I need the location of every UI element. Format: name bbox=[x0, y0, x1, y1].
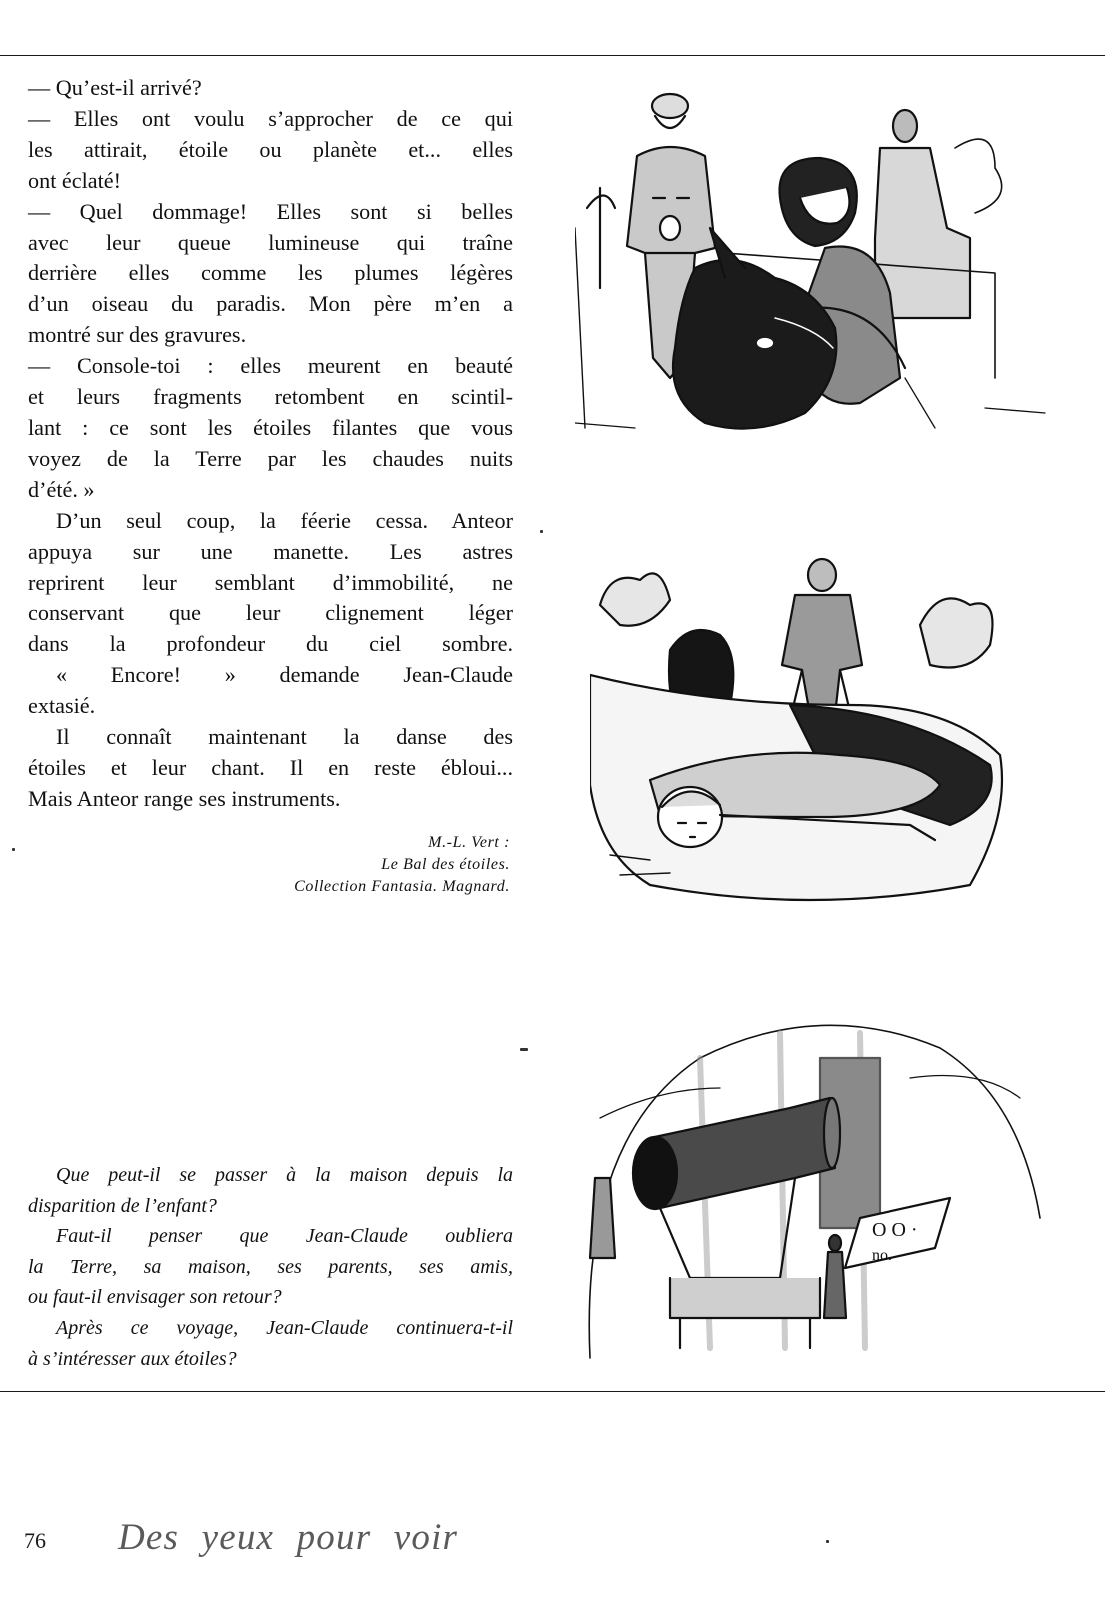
print-speck bbox=[520, 1048, 528, 1051]
story-line: montré sur des gravures. bbox=[28, 322, 247, 348]
story-line: dans la profondeur du ciel sombre. bbox=[28, 631, 513, 657]
story-line: extasié. bbox=[28, 693, 96, 719]
story-line: D’un seul coup, la féerie cessa. Anteor bbox=[56, 507, 513, 533]
question-line: à s’intéresser aux étoiles? bbox=[28, 1347, 237, 1370]
story-line: d’été. » bbox=[28, 476, 95, 502]
story-line: Il connaît maintenant la danse des bbox=[56, 724, 513, 750]
story-line: — Elles ont voulu s’approcher de ce qui bbox=[28, 105, 513, 131]
illustration-girl-with-dog bbox=[575, 78, 1055, 453]
story-line: étoiles et leur chant. Il en reste ébloui... bbox=[28, 754, 513, 780]
story-line: avec leur queue lumineuse qui traîne bbox=[28, 229, 513, 255]
question-line: ou faut-il envisager son retour? bbox=[28, 1286, 282, 1309]
book-title: Des yeux pour voir bbox=[118, 1517, 459, 1558]
story-line: et leurs fragments retombent en scintil- bbox=[28, 384, 513, 410]
print-speck bbox=[12, 848, 15, 851]
story-line: reprirent leur semblant d’immobilité, ne bbox=[28, 569, 513, 595]
story-line: « Encore! » demande Jean-Claude bbox=[56, 662, 513, 688]
question-line: la Terre, sa maison, ses parents, ses amis, bbox=[28, 1255, 513, 1278]
story-line: — Console-toi : elles meurent en beauté bbox=[28, 353, 513, 379]
source-collection: Collection Fantasia. Magnard. bbox=[294, 878, 510, 895]
story-line: conservant que leur clignement léger bbox=[28, 600, 513, 626]
bottom-rule bbox=[0, 1391, 1105, 1392]
story-line: lant : ce sont les étoiles filantes que vous bbox=[28, 414, 513, 440]
story-line: ont éclaté! bbox=[28, 167, 122, 193]
source-book: Le Bal des étoiles. bbox=[381, 856, 510, 873]
source-author: M.-L. Vert : bbox=[428, 834, 510, 851]
illustration-boy-on-ground bbox=[590, 555, 1020, 920]
discussion-questions bbox=[28, 1160, 513, 1374]
question-line: Après ce voyage, Jean-Claude continuera-t-il bbox=[56, 1316, 513, 1339]
story-line: d’un oiseau du paradis. Mon père m’en a bbox=[28, 291, 513, 317]
page-number: 76 bbox=[24, 1528, 46, 1553]
top-rule bbox=[0, 55, 1105, 56]
print-speck bbox=[540, 530, 543, 533]
question-line: Que peut-il se passer à la maison depuis la bbox=[56, 1164, 513, 1186]
story-line: — Quel dommage! Elles sont si belles bbox=[28, 198, 513, 224]
story-text bbox=[28, 73, 513, 815]
illustration-observatory-telescope bbox=[580, 1018, 1045, 1373]
story-line: appuya sur une manette. Les astres bbox=[28, 538, 513, 564]
source-citation bbox=[200, 832, 510, 898]
svg-text:O O ·: O O · bbox=[872, 1219, 918, 1241]
story-line: les attirait, étoile ou planète et... elles bbox=[28, 136, 513, 162]
question-line: Faut-il penser que Jean-Claude oubliera bbox=[56, 1225, 513, 1248]
story-line: derrière elles comme les plumes légères bbox=[28, 260, 513, 286]
question-line: disparition de l’enfant? bbox=[28, 1194, 217, 1217]
story-line: — Qu’est-il arrivé? bbox=[28, 75, 202, 100]
story-line: voyez de la Terre par les chaudes nuits bbox=[28, 445, 513, 471]
svg-text:no.: no. bbox=[872, 1247, 892, 1264]
print-speck bbox=[826, 1540, 829, 1543]
story-line: Mais Anteor range ses instruments. bbox=[28, 785, 341, 811]
